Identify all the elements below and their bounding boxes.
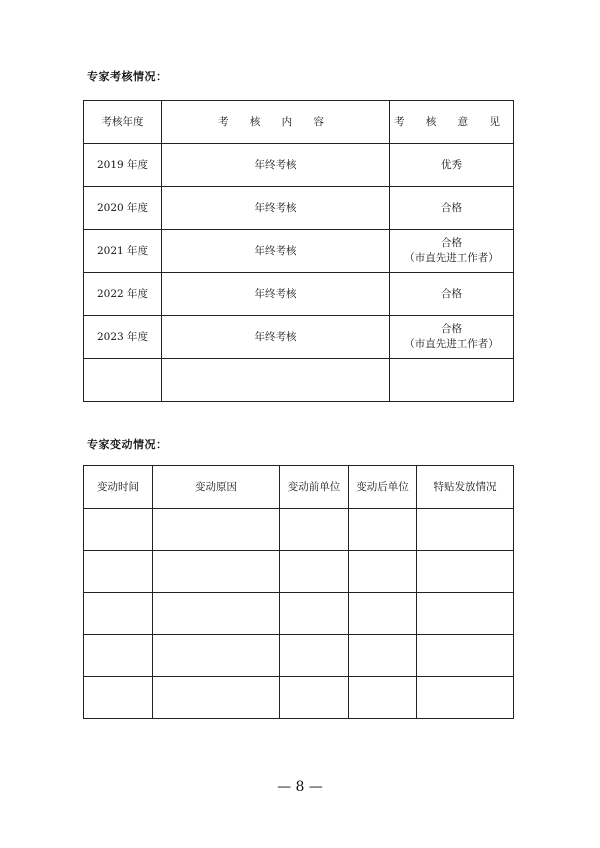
assessment-table	[83, 100, 514, 402]
table-row	[84, 273, 514, 316]
year-cell: 2019 年度	[84, 144, 162, 187]
table-row	[84, 677, 514, 719]
year-cell: 2020 年度	[84, 187, 162, 230]
header-content: 考 核 内 容	[162, 101, 390, 144]
table-cell	[349, 593, 417, 635]
year-cell	[84, 359, 162, 402]
opinion-text: 合格	[441, 287, 462, 300]
opinion-text: 合格	[441, 201, 462, 214]
table-cell	[280, 593, 349, 635]
table-row	[84, 230, 514, 273]
table-row	[84, 593, 514, 635]
changes-table	[83, 465, 514, 719]
table-cell	[280, 635, 349, 677]
table-row	[84, 316, 514, 359]
header-new-unit: 变动后单位	[349, 466, 417, 509]
table-row	[84, 509, 514, 551]
table-cell	[153, 593, 280, 635]
page-number: — 8 —	[277, 779, 323, 795]
year-cell: 2022 年度	[84, 273, 162, 316]
table-row	[84, 144, 514, 187]
content-cell: 年终考核	[162, 273, 390, 316]
opinion-text: 合格	[441, 237, 462, 249]
changes-section-title: 专家变动情况：	[87, 438, 168, 451]
table-cell	[280, 551, 349, 593]
header-change-reason: 变动原因	[153, 466, 280, 509]
content-cell: 年终考核	[162, 316, 390, 359]
table-cell	[349, 551, 417, 593]
header-year: 考核年度	[84, 101, 162, 144]
table-row	[84, 359, 514, 402]
table-cell	[84, 509, 153, 551]
table-cell	[417, 509, 514, 551]
header-change-time: 变动时间	[84, 466, 153, 509]
assessment-header-row	[84, 101, 514, 144]
table-cell	[153, 551, 280, 593]
table-cell	[349, 677, 417, 719]
table-cell	[349, 509, 417, 551]
table-cell	[417, 677, 514, 719]
table-cell	[153, 677, 280, 719]
table-row	[84, 551, 514, 593]
header-previous-unit: 变动前单位	[280, 466, 349, 509]
opinion-note: （市直先进工作者）	[404, 338, 499, 350]
table-cell	[417, 593, 514, 635]
opinion-text: 优秀	[441, 158, 462, 171]
opinion-note: （市直先进工作者）	[404, 252, 499, 264]
table-cell	[349, 635, 417, 677]
table-cell	[417, 635, 514, 677]
table-cell	[153, 509, 280, 551]
table-row	[84, 187, 514, 230]
opinion-text: 合格	[441, 323, 462, 335]
year-cell: 2023 年度	[84, 316, 162, 359]
assessment-section-title: 专家考核情况：	[87, 70, 168, 83]
opinion-cell	[390, 187, 514, 230]
table-cell	[417, 551, 514, 593]
header-opinion: 考 核 意 见	[390, 101, 514, 144]
table-cell	[280, 677, 349, 719]
year-cell: 2021 年度	[84, 230, 162, 273]
table-row	[84, 635, 514, 677]
table-cell	[84, 551, 153, 593]
table-cell	[153, 635, 280, 677]
table-cell	[84, 635, 153, 677]
table-cell	[84, 593, 153, 635]
opinion-cell	[390, 316, 514, 359]
opinion-cell	[390, 359, 514, 402]
content-cell: 年终考核	[162, 144, 390, 187]
table-cell	[84, 677, 153, 719]
opinion-cell	[390, 230, 514, 273]
header-allowance-status: 特贴发放情况	[417, 466, 514, 509]
opinion-cell	[390, 273, 514, 316]
changes-header-row	[84, 466, 514, 509]
content-cell: 年终考核	[162, 187, 390, 230]
opinion-cell	[390, 144, 514, 187]
content-cell: 年终考核	[162, 230, 390, 273]
content-cell	[162, 359, 390, 402]
table-cell	[280, 509, 349, 551]
